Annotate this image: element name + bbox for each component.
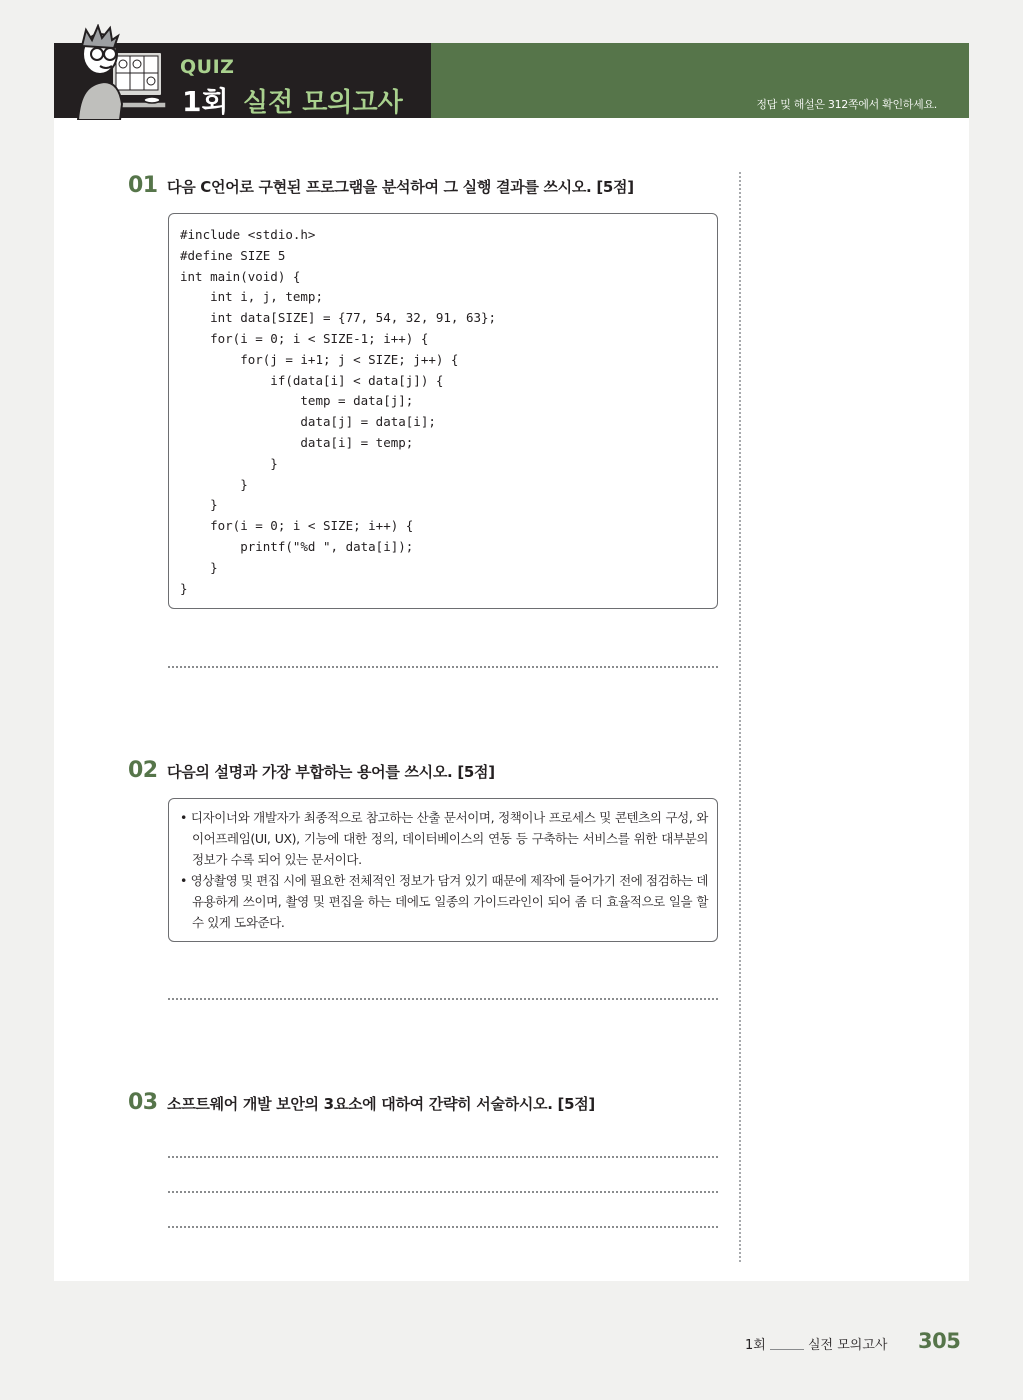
- exam-title: 실전 모의고사: [243, 88, 403, 118]
- quiz-label: QUIZ: [180, 56, 235, 78]
- question-text-02: 다음의 설명과 가장 부합하는 용어를 쓰시오. [5점]: [167, 763, 495, 781]
- answer-reference-note: 정답 및 해설은 312쪽에서 확인하세요.: [756, 98, 937, 111]
- footer-title: 실전 모의고사: [808, 1338, 888, 1353]
- round-number: 1회: [182, 85, 229, 118]
- question-number-02: 02: [128, 758, 158, 783]
- answer-line-03c[interactable]: [168, 1226, 718, 1228]
- footer-round: 1회: [745, 1338, 766, 1353]
- page-number: 305: [918, 1329, 961, 1353]
- answer-line-01[interactable]: [168, 666, 718, 668]
- answer-line-03a[interactable]: [168, 1156, 718, 1158]
- question-number-01: 01: [128, 173, 158, 198]
- code-listing: #include <stdio.h> #define SIZE 5 int main(void) { int i, j, temp; int data[SIZE] = {77, 54, 32, 91, 63}; for(i = 0; i < SIZE-1; i++) { for(j = i+1; j < SIZE; j++) { if(data[i] < data[j]) { temp = data[j]; data[j] = data[i]; data[i] = temp; } } } for(i = 0; i < SIZE; i++) { printf("%d ", data[i]); } }: [180, 227, 497, 596]
- description-bullet-1: • 디자이너와 개발자가 최종적으로 참고하는 산출 문서이며, 정책이나 프로세스 및 콘텐츠의 구성, 와이어프레임(UI, UX), 기능에 대한 정의, 데이터베이스의 연동 등 구축하는 서비스를 위한 대부분의 정보가 수록 되어 있는 문서이다.: [180, 810, 708, 867]
- description-bullet-2: • 영상촬영 및 편집 시에 필요한 전체적인 정보가 담겨 있기 때문에 제작에 들어가기 전에 점검하는 데 유용하게 쓰이며, 촬영 및 편집을 하는 데에도 일종의 가이드라인이 되어 좀 더 효율적으로 일을 할 수 있게 도와준다.: [180, 873, 708, 930]
- question-text-03: 소프트웨어 개발 보안의 3요소에 대하여 간략히 서술하시오. [5점]: [167, 1095, 595, 1113]
- question-number-03: 03: [128, 1090, 158, 1115]
- mascot-illustration: [70, 24, 170, 120]
- answer-line-02[interactable]: [168, 998, 718, 1000]
- footer-separator: [770, 1349, 804, 1350]
- column-divider: [739, 172, 741, 1262]
- question-text-01: 다음 C언어로 구현된 프로그램을 분석하여 그 실행 결과를 쓰시오. [5점]: [167, 178, 634, 196]
- answer-line-03b[interactable]: [168, 1191, 718, 1193]
